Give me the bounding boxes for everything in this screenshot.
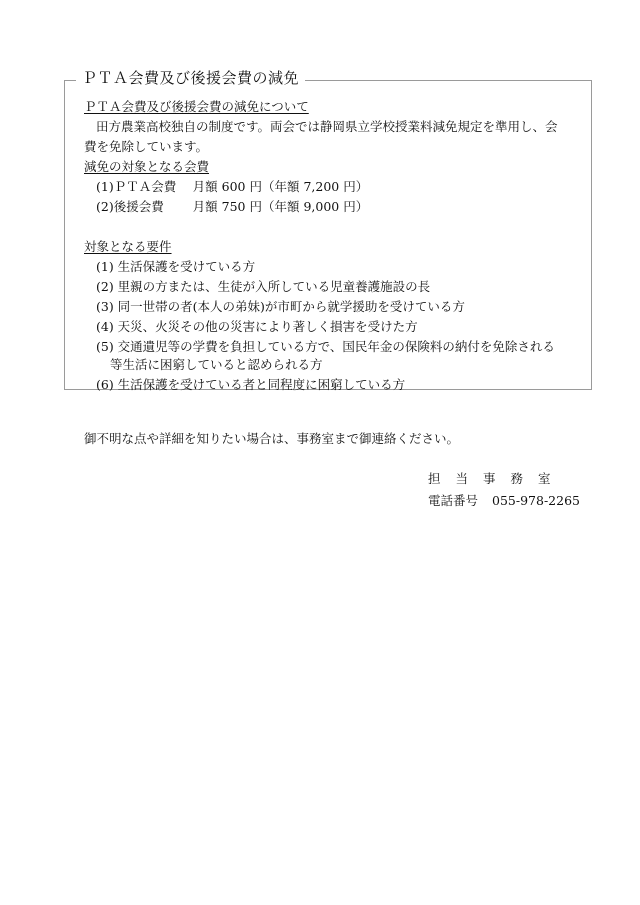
intro-line-1: 田方農業高校独自の制度です。両会では静岡県立学校授業料減免規定を準用し、会 (96, 119, 558, 134)
phone-label: 電話番号 (428, 493, 479, 508)
requirement-item-4: (4) 天災、火災その他の災害により著しく損害を受けた方 (96, 319, 418, 334)
fee-item-pta: (1)ＰＴＡ会費 月額 600 円（年額 7,200 円） (96, 179, 369, 194)
office-name: 担当事務室 (428, 471, 566, 486)
box-title: ＰＴＡ会費及び後援会費の減免 (76, 68, 305, 88)
requirement-item-5: (5) 交通遺児等の学費を負担している方で、国民年金の保険料の納付を免除される (96, 339, 555, 354)
requirement-item-1: (1) 生活保護を受けている方 (96, 259, 256, 274)
section-heading: ＰＴＡ会費及び後援会費の減免について (84, 99, 309, 114)
requirement-item-3: (3) 同一世帯の者(本人の弟妹)が市町から就学援助を受けている方 (96, 299, 465, 314)
fees-heading: 減免の対象となる会費 (84, 159, 210, 174)
requirement-item-6: (6) 生活保護を受けている者と同程度に困窮している方 (96, 377, 406, 392)
requirement-item-2: (2) 里親の方または、生徒が入所している児童養護施設の長 (96, 279, 431, 294)
requirements-heading: 対象となる要件 (84, 239, 172, 254)
fee-item-support-association: (2)後援会費 月額 750 円（年額 9,000 円） (96, 199, 369, 214)
intro-line-2: 費を免除しています。 (84, 139, 209, 154)
phone-number: 055-978-2265 (492, 493, 580, 508)
contact-note: 御不明な点や詳細を知りたい場合は、事務室まで御連絡ください。 (84, 431, 460, 446)
requirement-item-5-continued: 等生活に困窮していると認められる方 (110, 357, 323, 372)
